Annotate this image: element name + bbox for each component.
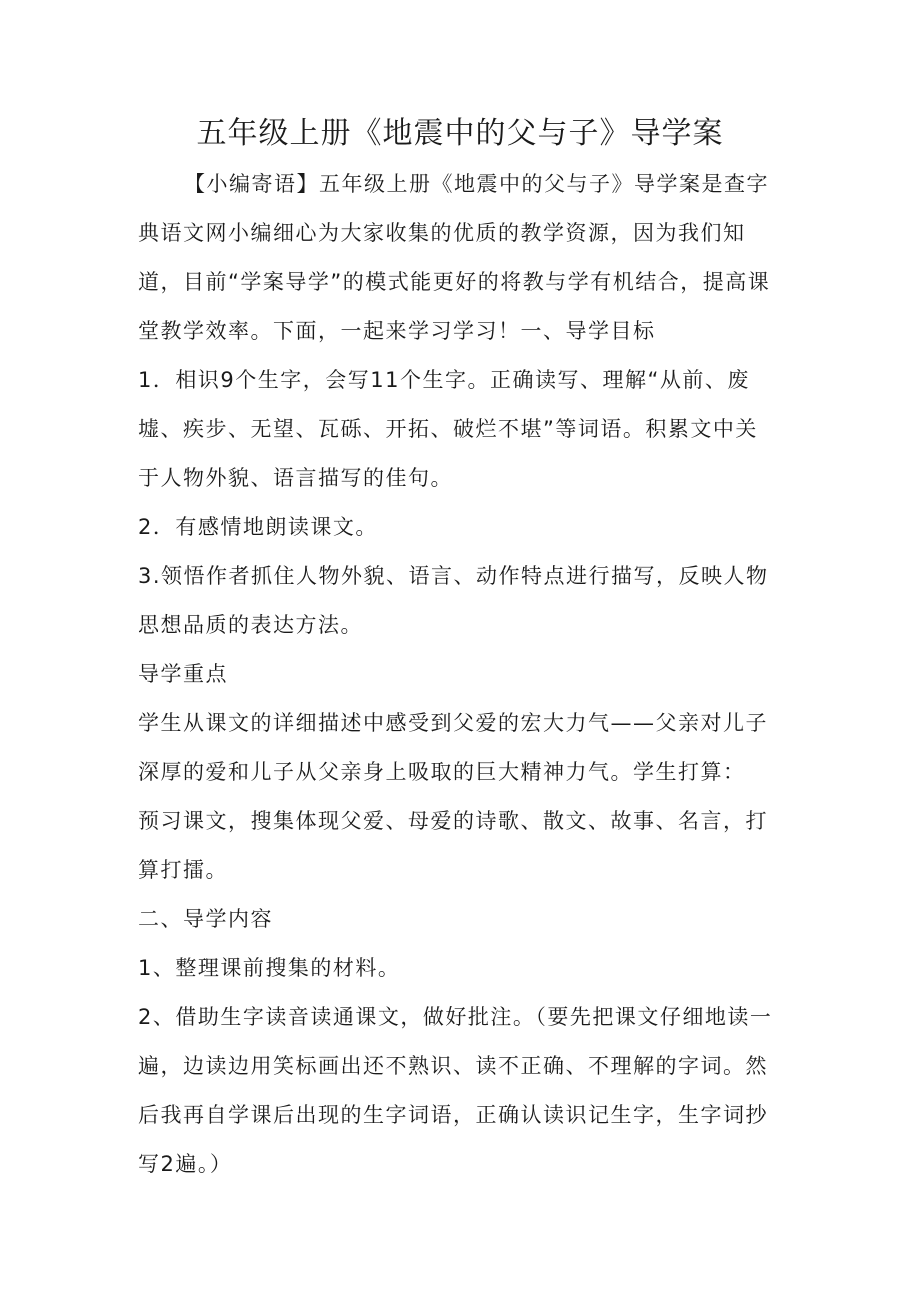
goal-item-2: 2．有感情地朗读课文。 [138, 515, 378, 539]
section-heading-content: 二、导学内容 [138, 907, 273, 931]
content-item-2: 2、借助生字读音读通课文，做好批注。（要先把课文仔细地读一遍，边读边用笑标画出还不熟识、读不正确、不理解的字词。然后我再自学课后出现的生字词语，正确认读识记生字，生字词抄写2遍。） [138, 1005, 773, 1176]
section-heading-key-points: 导学重点 [138, 662, 228, 686]
key-points-paragraph: 学生从课文的详细描述中感受到父爱的宏大力气——父亲对儿子深厚的爱和儿子从父亲身上吸取的巨大精神力气。学生打算： [138, 711, 768, 784]
content-item-1: 1、整理课前搜集的材料。 [138, 956, 401, 980]
intro-paragraph: 【小编寄语】五年级上册《地震中的父与子》导学案是查字典语文网小编细心为大家收集的优质的教学资源，因为我们知道，目前“学案导学”的模式能更好的将教与学有机结合，提高课堂教学效率。下面，一起来学习学习！一、导学目标 [138, 172, 771, 343]
goal-item-3: 3.领悟作者抓住人物外貌、语言、动作特点进行描写，反映人物思想品质的表达方法。 [138, 564, 769, 637]
document-body [138, 160, 773, 1189]
goal-item-1: 1．相识9个生字，会写11个生字。正确读写、理解“从前、废墟、疾步、无望、瓦砾、开拓、破烂不堪”等词语。积累文中关于人物外貌、语言描写的佳句。 [138, 368, 758, 490]
document-title: 五年级上册《地震中的父与子》导学案 [196, 116, 724, 151]
preparation-paragraph: 预习课文，搜集体现父爱、母爱的诗歌、散文、故事、名言，打算打擂。 [138, 809, 768, 882]
